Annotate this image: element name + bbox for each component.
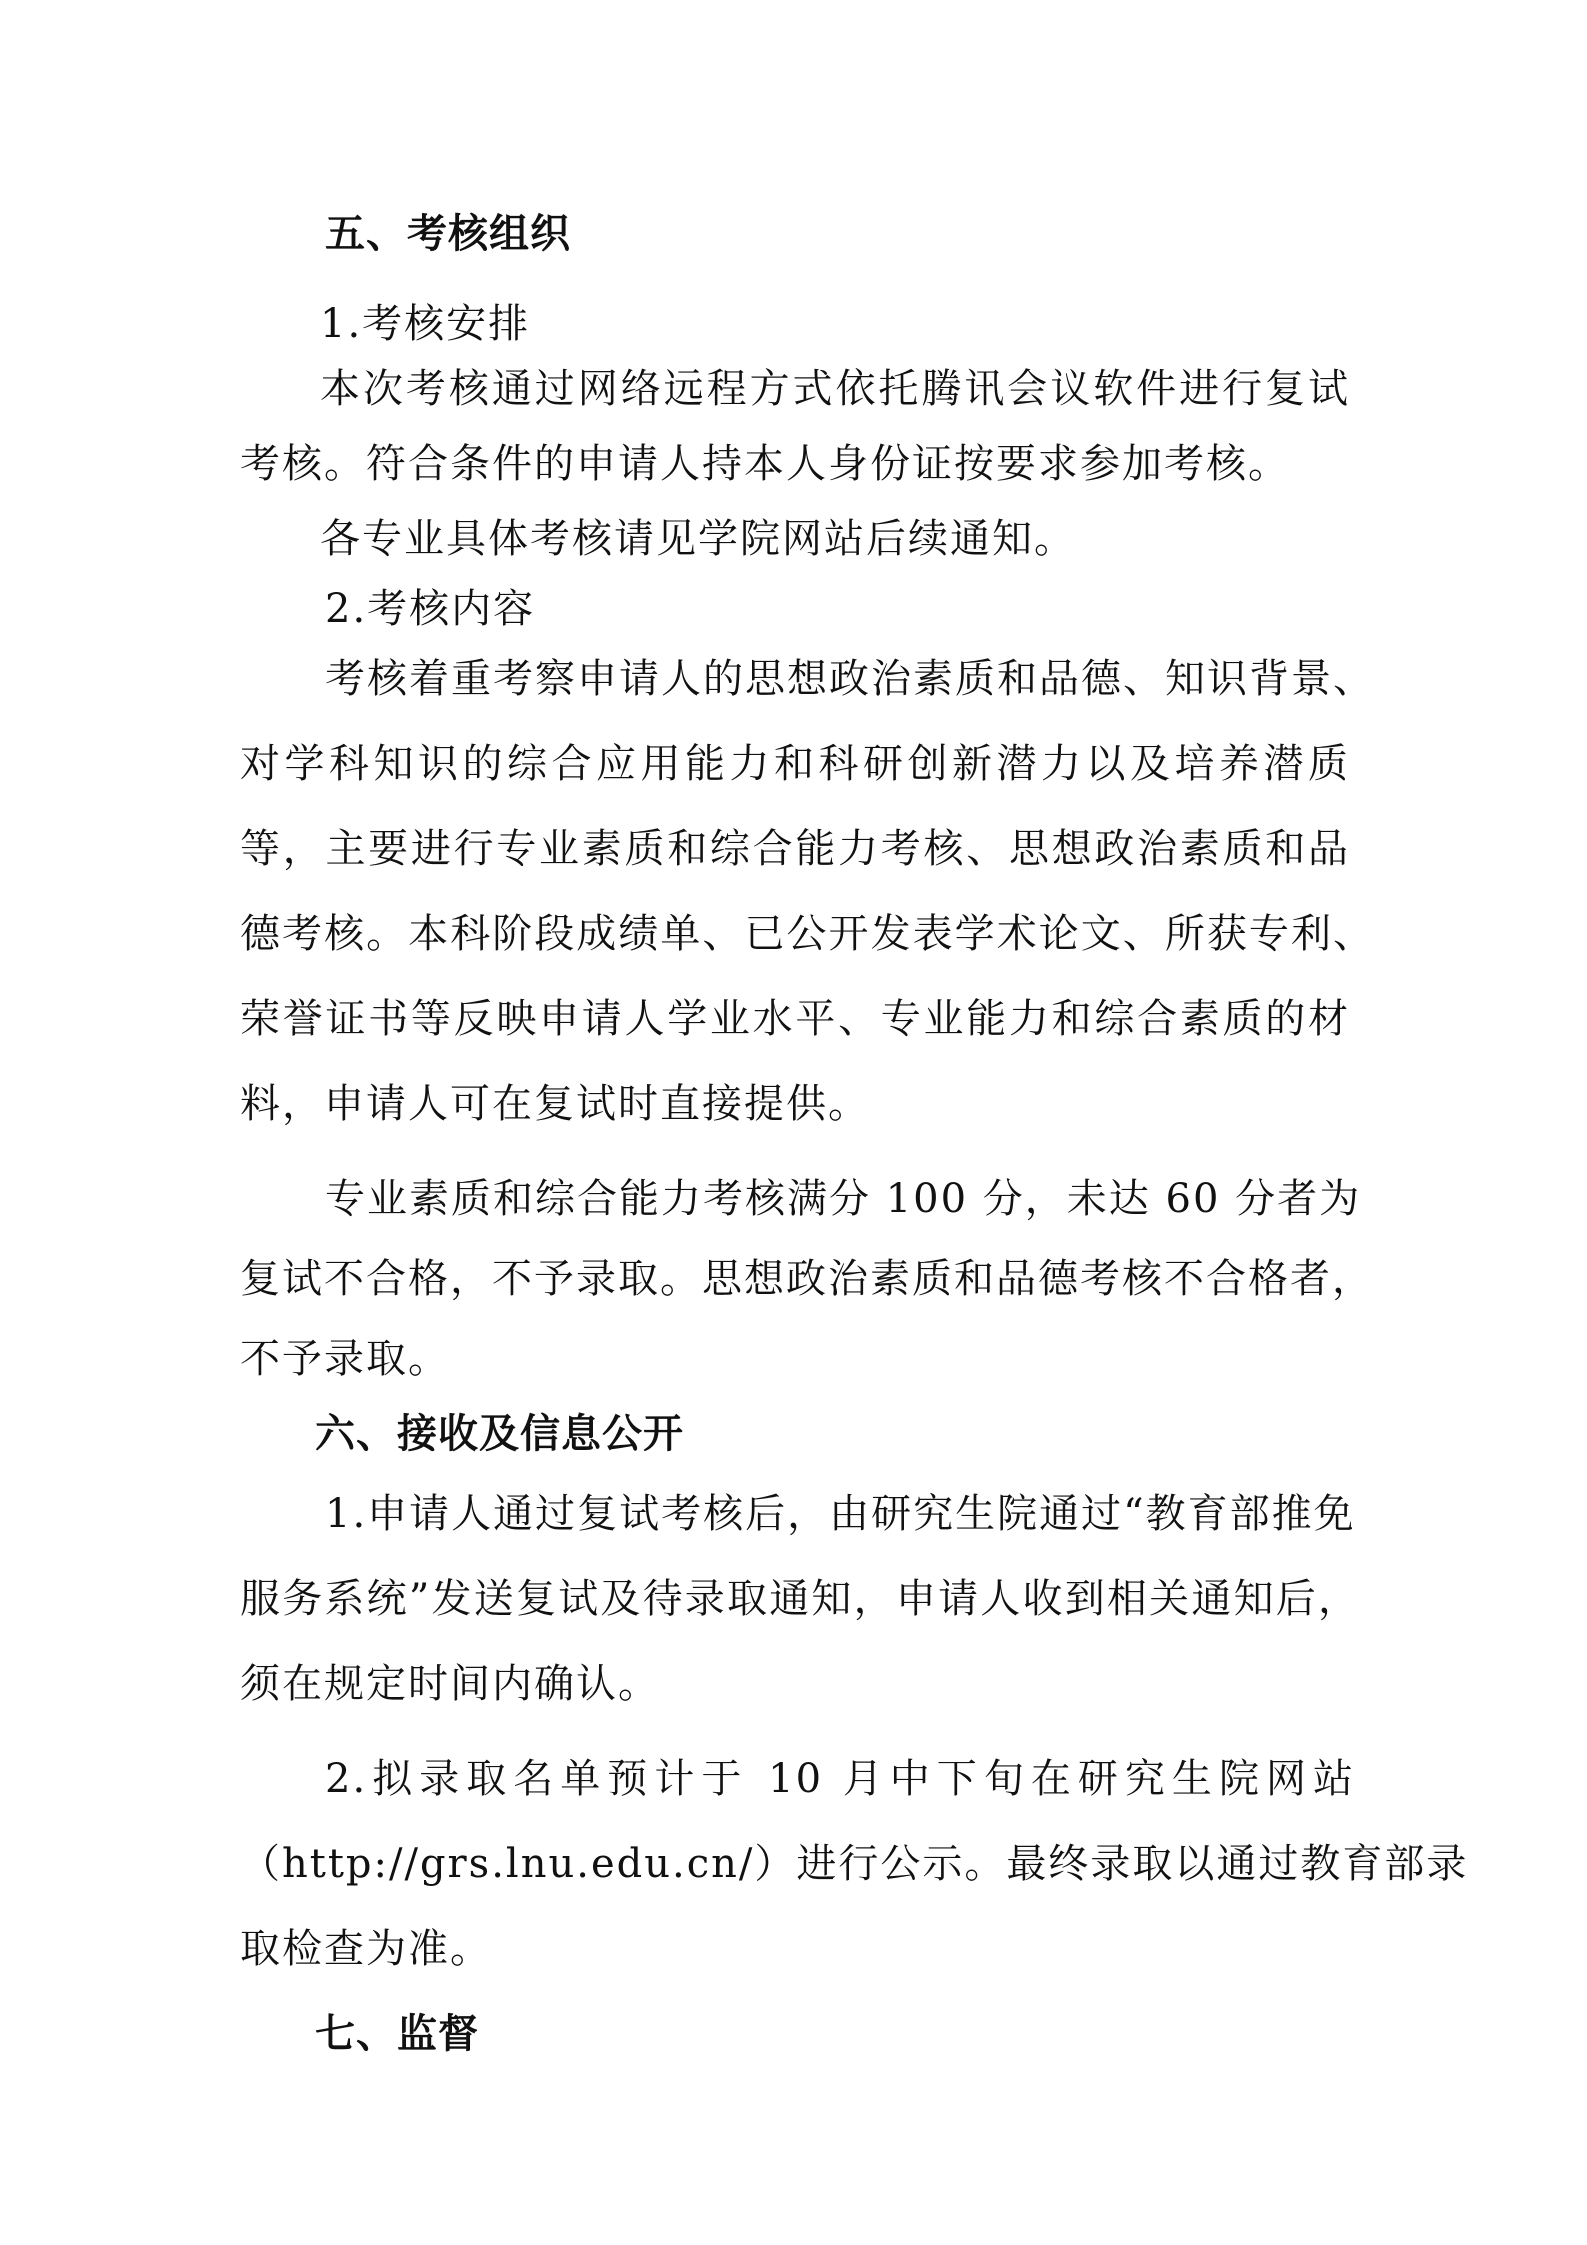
paragraph-line: 本次考核通过网络远程方式依托腾讯会议软件进行复试 [320, 366, 1350, 412]
paragraph-line: 须在规定时间内确认。 [240, 1661, 660, 1707]
paragraph-line: 2.拟录取名单预计于 10 月中下旬在研究生院网站 [325, 1756, 1355, 1802]
paragraph-line: 等，主要进行专业素质和综合能力考核、思想政治素质和品 [240, 826, 1350, 872]
paragraph-line: 对学科知识的综合应用能力和科研创新潜力以及培养潜质 [240, 741, 1350, 787]
paragraph-line: 取检查为准。 [240, 1926, 492, 1972]
section-heading-six: 六、接收及信息公开 [315, 1411, 684, 1457]
paragraph-line: 考核。符合条件的申请人持本人身份证按要求参加考核。 [240, 441, 1290, 487]
paragraph-line: 专业素质和综合能力考核满分 100 分，未达 60 分者为 [325, 1176, 1362, 1222]
subsection-title-arrangement: 1.考核安排 [320, 301, 531, 347]
subsection-title-content: 2.考核内容 [325, 586, 536, 632]
paragraph-line: 不予录取。 [240, 1336, 450, 1382]
paragraph-line: 复试不合格，不予录取。思想政治素质和品德考核不合格者， [240, 1256, 1374, 1302]
paragraph-line: 各专业具体考核请见学院网站后续通知。 [320, 516, 1076, 562]
paragraph-line: （http://grs.lnu.edu.cn/）进行公示。最终录取以通过教育部录 [240, 1841, 1469, 1887]
section-heading-seven: 七、监督 [315, 2011, 479, 2057]
paragraph-line: 考核着重考察申请人的思想政治素质和品德、知识背景、 [325, 656, 1375, 702]
paragraph-line: 服务系统”发送复试及待录取通知，申请人收到相关通知后， [240, 1576, 1360, 1622]
paragraph-line: 料，申请人可在复试时直接提供。 [240, 1081, 870, 1127]
paragraph-line: 荣誉证书等反映申请人学业水平、专业能力和综合素质的材 [240, 996, 1350, 1042]
paragraph-line: 德考核。本科阶段成绩单、已公开发表学术论文、所获专利、 [240, 911, 1375, 957]
section-heading-five: 五、考核组织 [325, 211, 571, 257]
paragraph-line: 1.申请人通过复试考核后，由研究生院通过“教育部推免 [325, 1491, 1356, 1537]
